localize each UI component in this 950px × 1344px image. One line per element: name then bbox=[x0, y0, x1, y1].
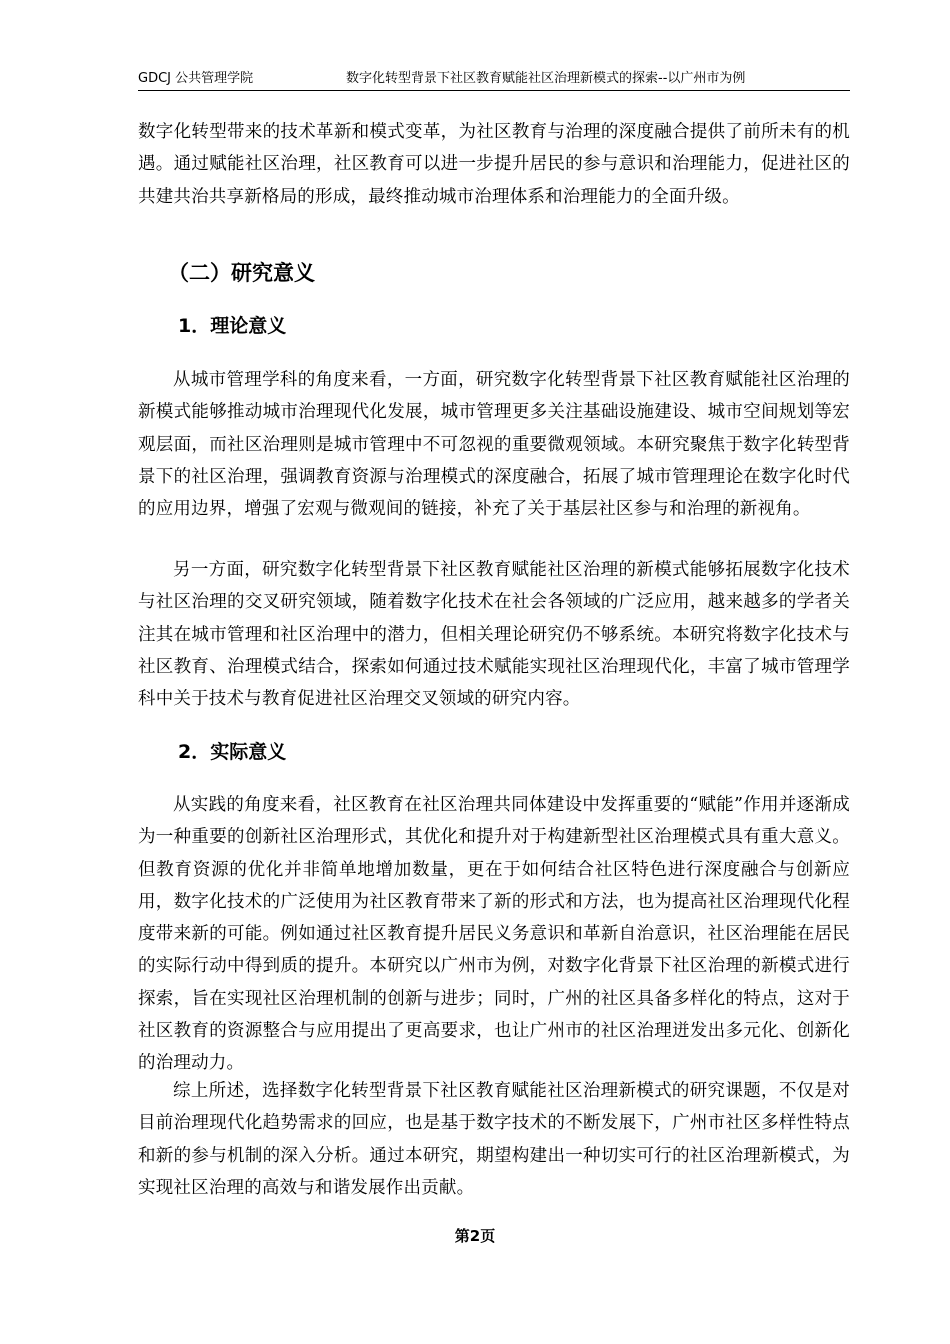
practice-paragraph-1: 从实践的角度来看，社区教育在社区治理共同体建设中发挥重要的“赋能”作用并逐渐成为一种重要的创新社区治理形式，其优化和提升对于构建新型社区治理模式具有重大意义。但教育资源的优化并非简单地增加数量，更在于如何结合社区特色进行深度融合与创新应用，数字化技术的广泛使用为社区教育带来了新的形式和方法，也为提高社区治理现代化程度带来新的可能。例如通过社区教育提升居民义务意识和革新自治意识，社区治理能在居民的实际行动中得到质的提升。本研究以广州市为例，对数字化背景下社区治理的新模式进行探索，旨在实现社区治理机制的创新与进步；同时，广州的社区具备多样化的特点，这对于社区教育的资源整合与应用提出了更高要求，也让广州市的社区治理迸发出多元化、创新化的治理动力。 bbox=[138, 795, 850, 1074]
page-header bbox=[138, 70, 850, 91]
practice-heading: 2．实际意义 bbox=[178, 741, 287, 763]
header-school: GDCJ 公共管理学院 bbox=[138, 71, 254, 86]
intro-continuation-paragraph: 数字化转型带来的技术革新和模式变革，为社区教育与治理的深度融合提供了前所未有的机遇。通过赋能社区治理，社区教育可以进一步提升居民的参与意识和治理能力，促进社区的共建共治共享新格局的形成，最终推动城市治理体系和治理能力的全面升级。 bbox=[138, 122, 850, 207]
section-heading: （二）研究意义 bbox=[168, 261, 315, 285]
theory-paragraph-1: 从城市管理学科的角度来看，一方面，研究数字化转型背景下社区教育赋能社区治理的新模式能够推动城市治理现代化发展，城市管理更多关注基础设施建设、城市空间规划等宏观层面，而社区治理则是城市管理中不可忽视的重要微观领域。本研究聚焦于数字化转型背景下的社区治理，强调教育资源与治理模式的深度融合，拓展了城市管理理论在数字化时代的应用边界，增强了宏观与微观间的链接，补充了关于基层社区参与和治理的新视角。 bbox=[138, 370, 850, 520]
theory-paragraph-2: 另一方面，研究数字化转型背景下社区教育赋能社区治理的新模式能够拓展数字化技术与社区治理的交叉研究领域，随着数字化技术在社会各领域的广泛应用，越来越多的学者关注其在城市管理和社区治理中的潜力，但相关理论研究仍不够系统。本研究将数字化技术与社区教育、治理模式结合，探索如何通过技术赋能实现社区治理现代化，丰富了城市管理学科中关于技术与教育促进社区治理交叉领域的研究内容。 bbox=[138, 560, 850, 710]
header-title: 数字化转型背景下社区教育赋能社区治理新模式的探索--以广州市为例 bbox=[346, 71, 746, 86]
theory-heading: 1．理论意义 bbox=[178, 315, 287, 337]
practice-paragraph-2: 综上所述，选择数字化转型背景下社区教育赋能社区治理新模式的研究课题，不仅是对目前治理现代化趋势需求的回应，也是基于数字技术的不断发展下，广州市社区多样性特点和新的参与机制的深入分析。通过本研究，期望构建出一种切实可行的社区治理新模式，为实现社区治理的高效与和谐发展作出贡献。 bbox=[138, 1081, 850, 1198]
page-number: 第2页 bbox=[454, 1227, 496, 1245]
